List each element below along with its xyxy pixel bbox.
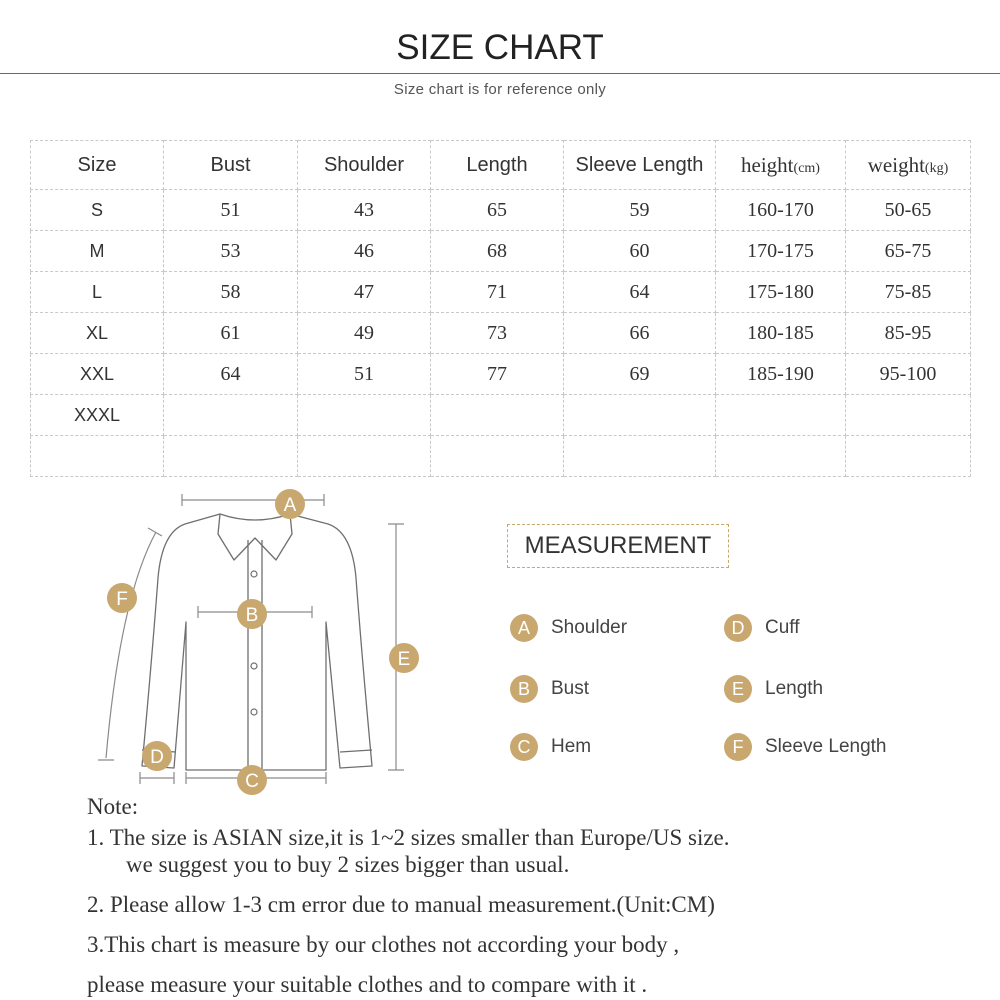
header-height-unit: (cm) [793,160,820,176]
header-length: Length [431,141,564,190]
table-cell: 180-185 [716,313,846,354]
table-cell: 69 [564,354,716,395]
page-title: SIZE CHART [396,28,604,67]
shirt-collar [218,514,292,560]
table-cell: 43 [298,190,431,231]
shirt-diagram [90,488,430,800]
table-row [31,190,971,231]
marker-e [389,643,419,673]
table-cell: 64 [164,354,298,395]
right-cuff [340,750,372,752]
marker-a [275,489,305,519]
marker-d [142,741,172,771]
table-cell: 71 [431,272,564,313]
table-cell: M [31,231,164,272]
table-cell: 170-175 [716,231,846,272]
marker-d-text: D [150,747,164,768]
table-cell: XL [31,313,164,354]
header-weight [846,141,971,190]
shirt-outline [142,514,372,770]
header-height-label: height [741,152,794,177]
marker-b [237,599,267,629]
header-sleeve-length: Sleeve Length [564,141,716,190]
legend-label-hem: Hem [551,736,592,757]
table-cell: 58 [164,272,298,313]
table-cell [846,395,971,436]
table-cell [431,436,564,477]
table-cell: 77 [431,354,564,395]
table-cell: 49 [298,313,431,354]
marker-f-text: F [116,589,128,610]
legend-marker-e: E [724,675,752,703]
table-cell [298,436,431,477]
marker-f [107,583,137,613]
table-cell: 60 [564,231,716,272]
legend-label-length: Length [765,678,824,699]
table-cell: 65 [431,190,564,231]
legend-marker-d: D [724,614,752,642]
table-cell: 64 [564,272,716,313]
marker-e-text: E [397,649,411,670]
marker-c [237,765,267,795]
header-height [716,141,846,190]
table-cell [298,395,431,436]
page-subtitle: Size chart is for reference only [393,81,607,98]
header-weight-unit: (kg) [924,160,949,176]
note-line: we suggest you to buy 2 sizes bigger than usual. [126,852,570,877]
table-row [31,272,971,313]
table-cell: 47 [298,272,431,313]
table-cell: 51 [298,354,431,395]
legend-marker-c: C [510,733,538,761]
title-divider [0,73,1000,74]
table-cell [31,436,164,477]
table-cell: 175-180 [716,272,846,313]
table-cell: 51 [164,190,298,231]
header-shoulder: Shoulder [298,141,431,190]
table-cell: XXL [31,354,164,395]
cuff-guide [140,772,174,784]
notes-heading: Note: [87,794,139,819]
size-table [30,140,971,477]
table-cell [564,436,716,477]
legend-label-cuff: Cuff [765,617,800,638]
table-cell: 59 [564,190,716,231]
table-cell: 65-75 [846,231,971,272]
table-cell: 50-65 [846,190,971,231]
header-weight-label: weight [867,152,925,177]
table-cell: S [31,190,164,231]
table-cell: 95-100 [846,354,971,395]
table-cell [564,395,716,436]
table-cell: 73 [431,313,564,354]
table-cell: 66 [564,313,716,354]
table-cell: 46 [298,231,431,272]
marker-c-text: C [245,771,259,792]
measurement-title: MEASUREMENT [507,524,729,568]
table-cell [431,395,564,436]
table-cell: XXXL [31,395,164,436]
legend-label-sleeve-length: Sleeve Length [765,736,887,757]
shirt-buttons [251,571,257,715]
table-cell: L [31,272,164,313]
legend-marker-b: B [510,675,538,703]
table-cell: 75-85 [846,272,971,313]
note-line: 3.This chart is measure by our clothes not according your body , [87,932,680,957]
table-cell [846,436,971,477]
header-size: Size [31,141,164,190]
table-cell: 68 [431,231,564,272]
marker-a-text: A [283,495,297,516]
legend-marker-a: A [510,614,538,642]
table-cell: 61 [164,313,298,354]
table-header-row [31,141,971,190]
table-cell: 185-190 [716,354,846,395]
table-row [31,313,971,354]
legend-label-bust: Bust [551,678,590,699]
table-row [31,436,971,477]
table-row [31,354,971,395]
table-cell [164,395,298,436]
note-line: 2. Please allow 1-3 cm error due to manual measurement.(Unit:CM) [87,892,715,917]
header-bust: Bust [164,141,298,190]
legend-marker-f: F [724,733,752,761]
note-line: 1. The size is ASIAN size,it is 1~2 sizes smaller than Europe/US size. [87,825,730,850]
table-cell: 160-170 [716,190,846,231]
table-cell: 85-95 [846,313,971,354]
table-cell [716,395,846,436]
table-row [31,395,971,436]
table-cell [716,436,846,477]
table-cell: 53 [164,231,298,272]
table-row [31,231,971,272]
note-line: please measure your suitable clothes and to compare with it . [87,972,648,997]
marker-b-text: B [245,605,259,626]
table-cell [164,436,298,477]
legend-label-shoulder: Shoulder [551,617,628,638]
